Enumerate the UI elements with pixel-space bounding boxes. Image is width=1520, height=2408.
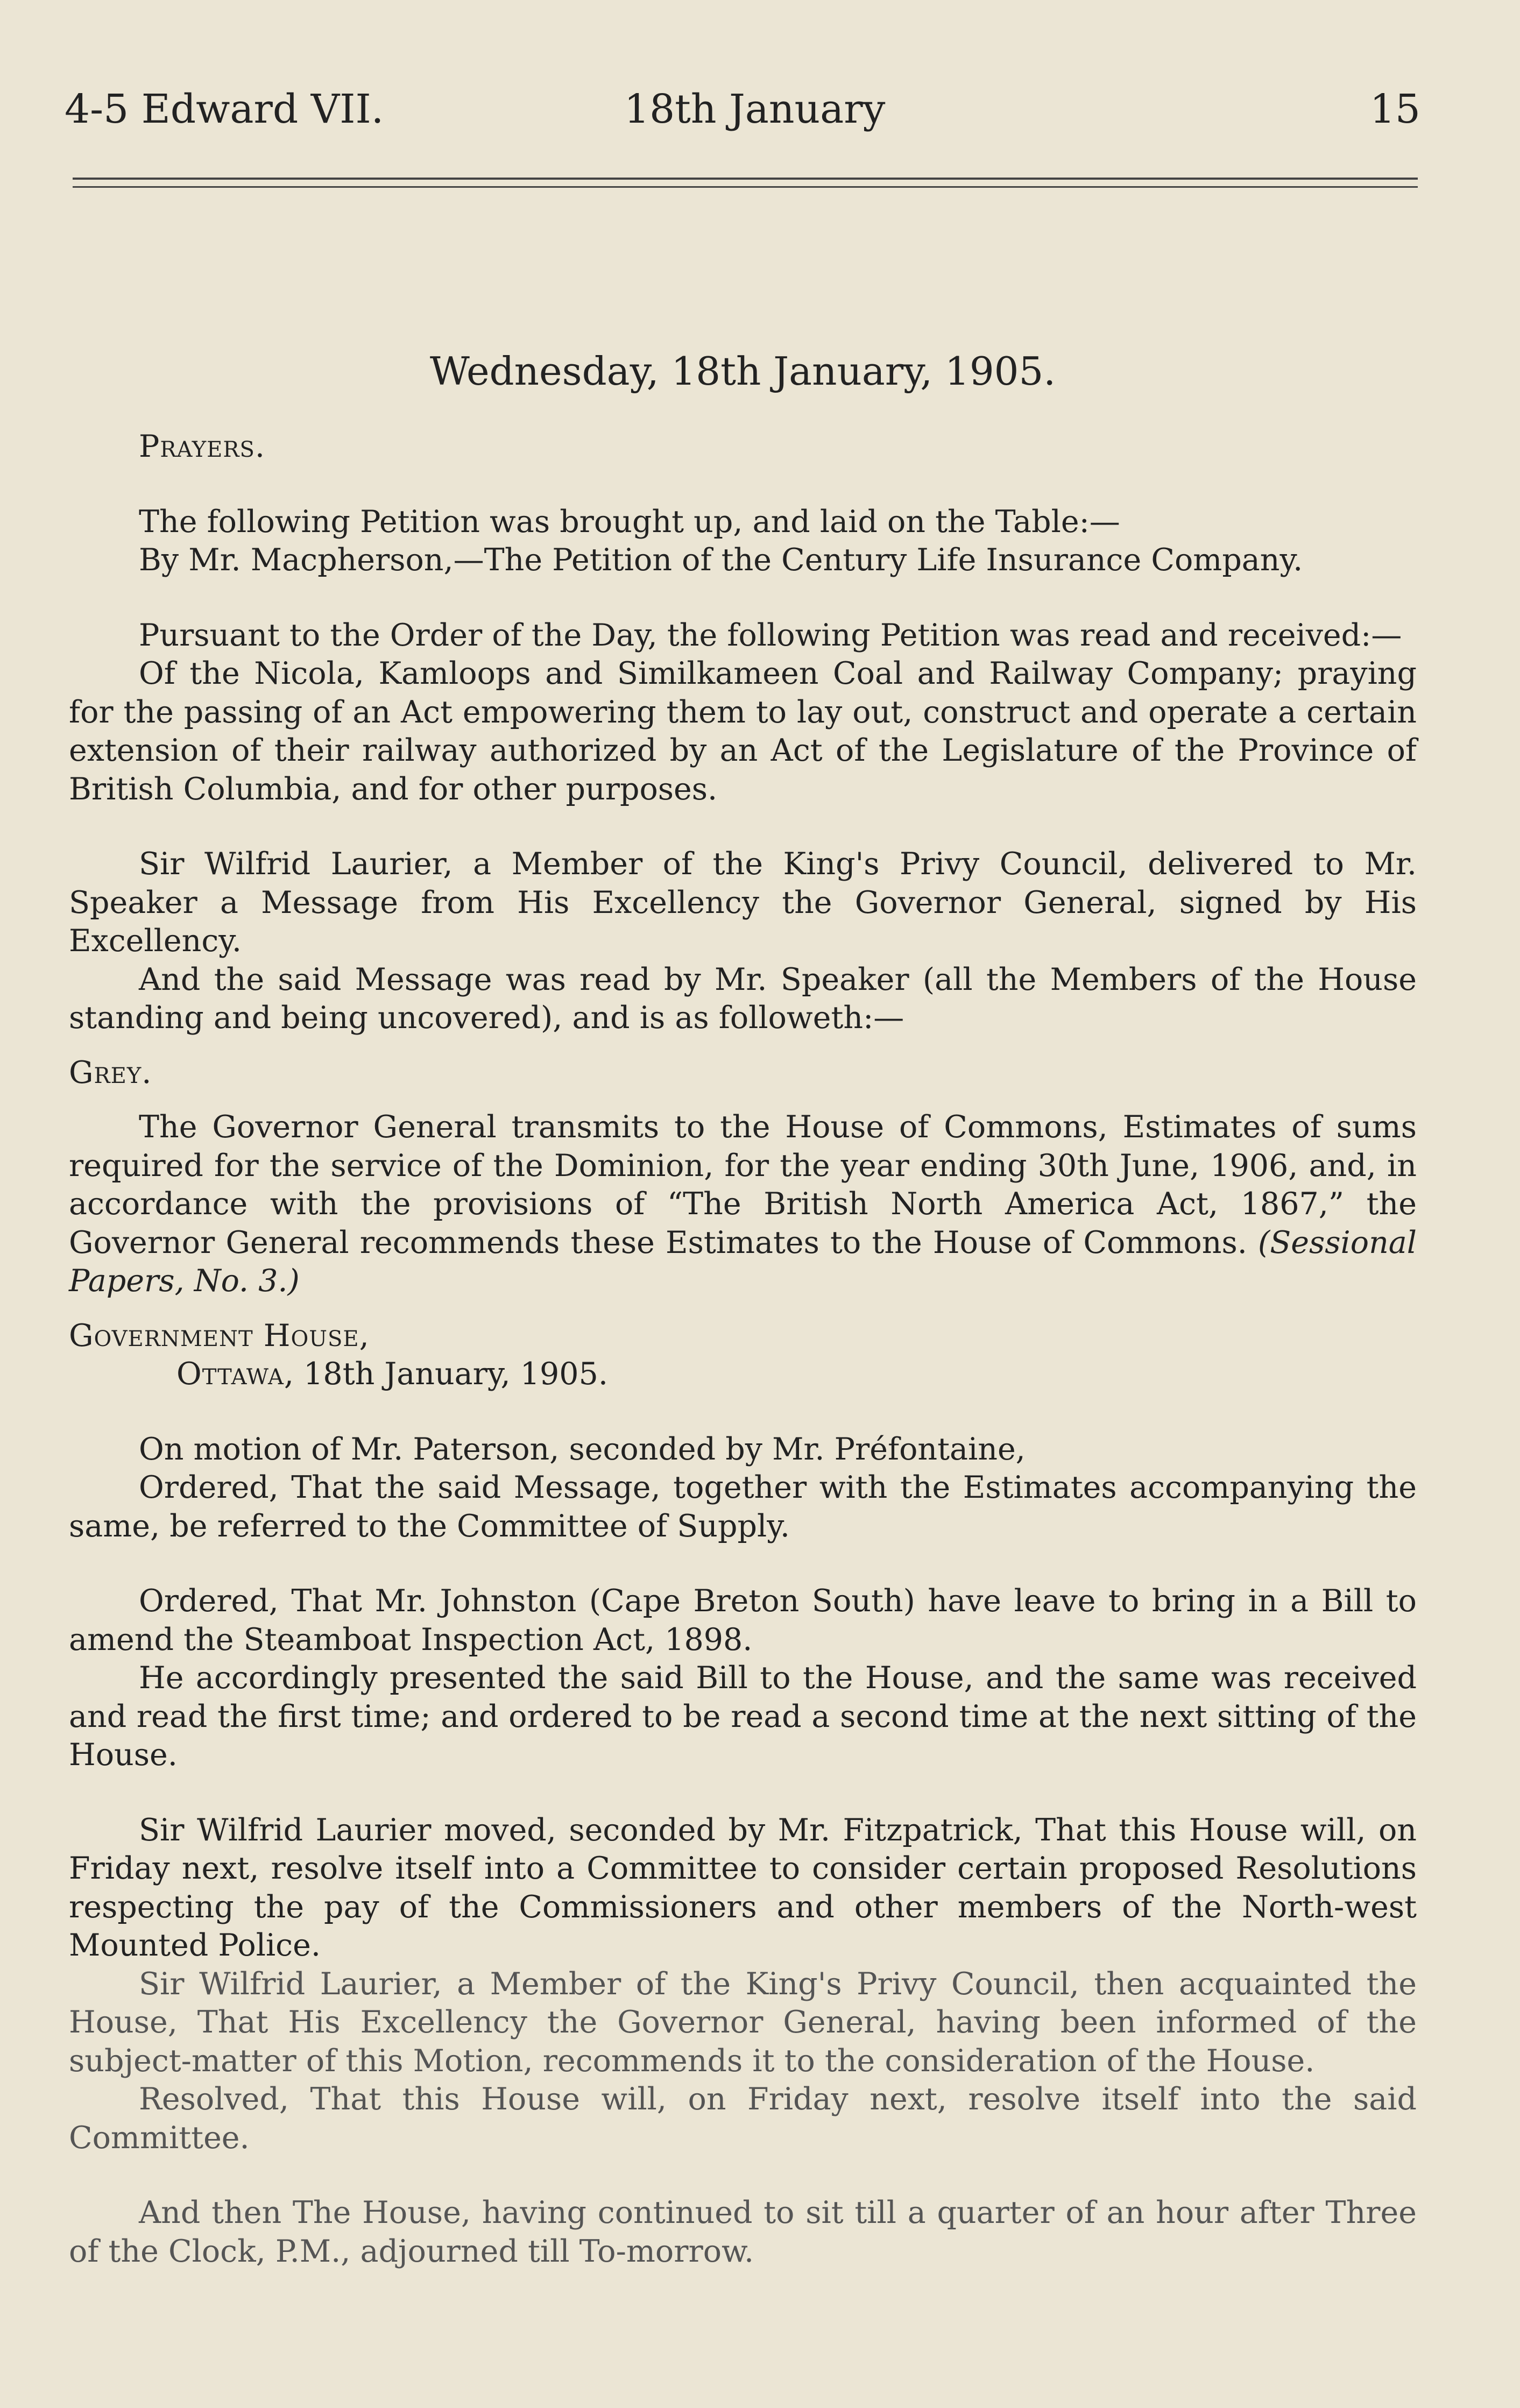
adjournment: And then The House, having continued to sit till a quarter of an hour after Three of the Clock, P.M., adjourned till To-morrow.: [69, 2195, 1417, 2269]
journal-body: [69, 344, 1417, 2271]
dateline-date: , 18th January, 1905.: [284, 1356, 608, 1392]
bill-leave: Ordered, That Mr. Johnston (Cape Breton South) have leave to bring in a Bill to amend the Steamboat Inspection Act, 1898.: [69, 1583, 1417, 1658]
supply-motion: On motion of Mr. Paterson, seconded by Mr. Préfontaine,: [139, 1431, 1026, 1467]
message-text: The Governor General transmits to the House of Commons, Estimates of sums required for the service of the Dominion, for the year ending 30th June, 1906, and, in accordance with the provisions of “The British North America Act, 1867,” the Governor General recommends these Estimates to the House of Commons.: [69, 1109, 1417, 1260]
day-heading: Wednesday, 18th January, 1905.: [429, 349, 1056, 394]
order-of-day-intro: Pursuant to the Order of the Day, the following Petition was read and received:—: [139, 617, 1402, 653]
message-signature: Grey.: [69, 1054, 152, 1090]
regnal-year: 4-5 Edward VII.: [65, 86, 384, 132]
bill-presented: He accordingly presented the said Bill to the House, and the same was received and read the first time; and ordered to be read a second time at the next sitting of the House.: [69, 1660, 1417, 1773]
page-number: 15: [1369, 86, 1420, 132]
message-delivered: Sir Wilfrid Laurier, a Member of the King's Privy Council, delivered to Mr. Speaker a Message from His Excellency the Governor General, signed by His Excellency.: [69, 846, 1417, 959]
message-read: And the said Message was read by Mr. Speaker (all the Members of the House standing and being uncovered), and is as followeth:—: [69, 961, 1417, 1036]
header-rule-second: [73, 186, 1418, 188]
message-dateline: [69, 1355, 1417, 1394]
railway-petition: Of the Nicola, Kamloops and Similkameen Coal and Railway Company; praying for the passing of an Act empowering them to lay out, construct and operate a certain extension of their railway authorized by an Act of the Legislature of the Province of British Columbia, and for other purposes.: [69, 656, 1417, 807]
sessional-reference: (Sessional Papers, No. 3.): [69, 1224, 1417, 1299]
supply-order: Ordered, That the said Message, together with the Estimates accompanying the same, be referred to the Committee of Supply.: [69, 1470, 1417, 1544]
message-body: [69, 1108, 1417, 1301]
police-recommendation: Sir Wilfrid Laurier, a Member of the King's Privy Council, then acquainted the House, That His Excellency the Governor General, having been informed of the subject-matter of this Motion, recommends it to the consideration of the House.: [69, 1966, 1417, 2079]
header-rule: [73, 178, 1418, 180]
petition-intro: The following Petition was brought up, and laid on the Table:—: [139, 504, 1120, 540]
running-head: [65, 86, 1420, 151]
prayers-label: Prayers.: [139, 429, 265, 464]
police-resolved: Resolved, That this House will, on Friday next, resolve itself into the said Committee.: [69, 2081, 1417, 2156]
dateline-city: Ottawa: [176, 1356, 284, 1392]
police-motion: Sir Wilfrid Laurier moved, seconded by Mr. Fitzpatrick, That this House will, on Friday next, resolve itself into a Committee to consider certain proposed Resolutions respecting the pay of the Commissioners and other members of the North-west Mounted Police.: [69, 1812, 1417, 1963]
header-date: 18th January: [624, 86, 886, 132]
petition-entry: By Mr. Macpherson,—The Petition of the Century Life Insurance Company.: [139, 542, 1303, 578]
message-place: Government House,: [69, 1318, 370, 1354]
